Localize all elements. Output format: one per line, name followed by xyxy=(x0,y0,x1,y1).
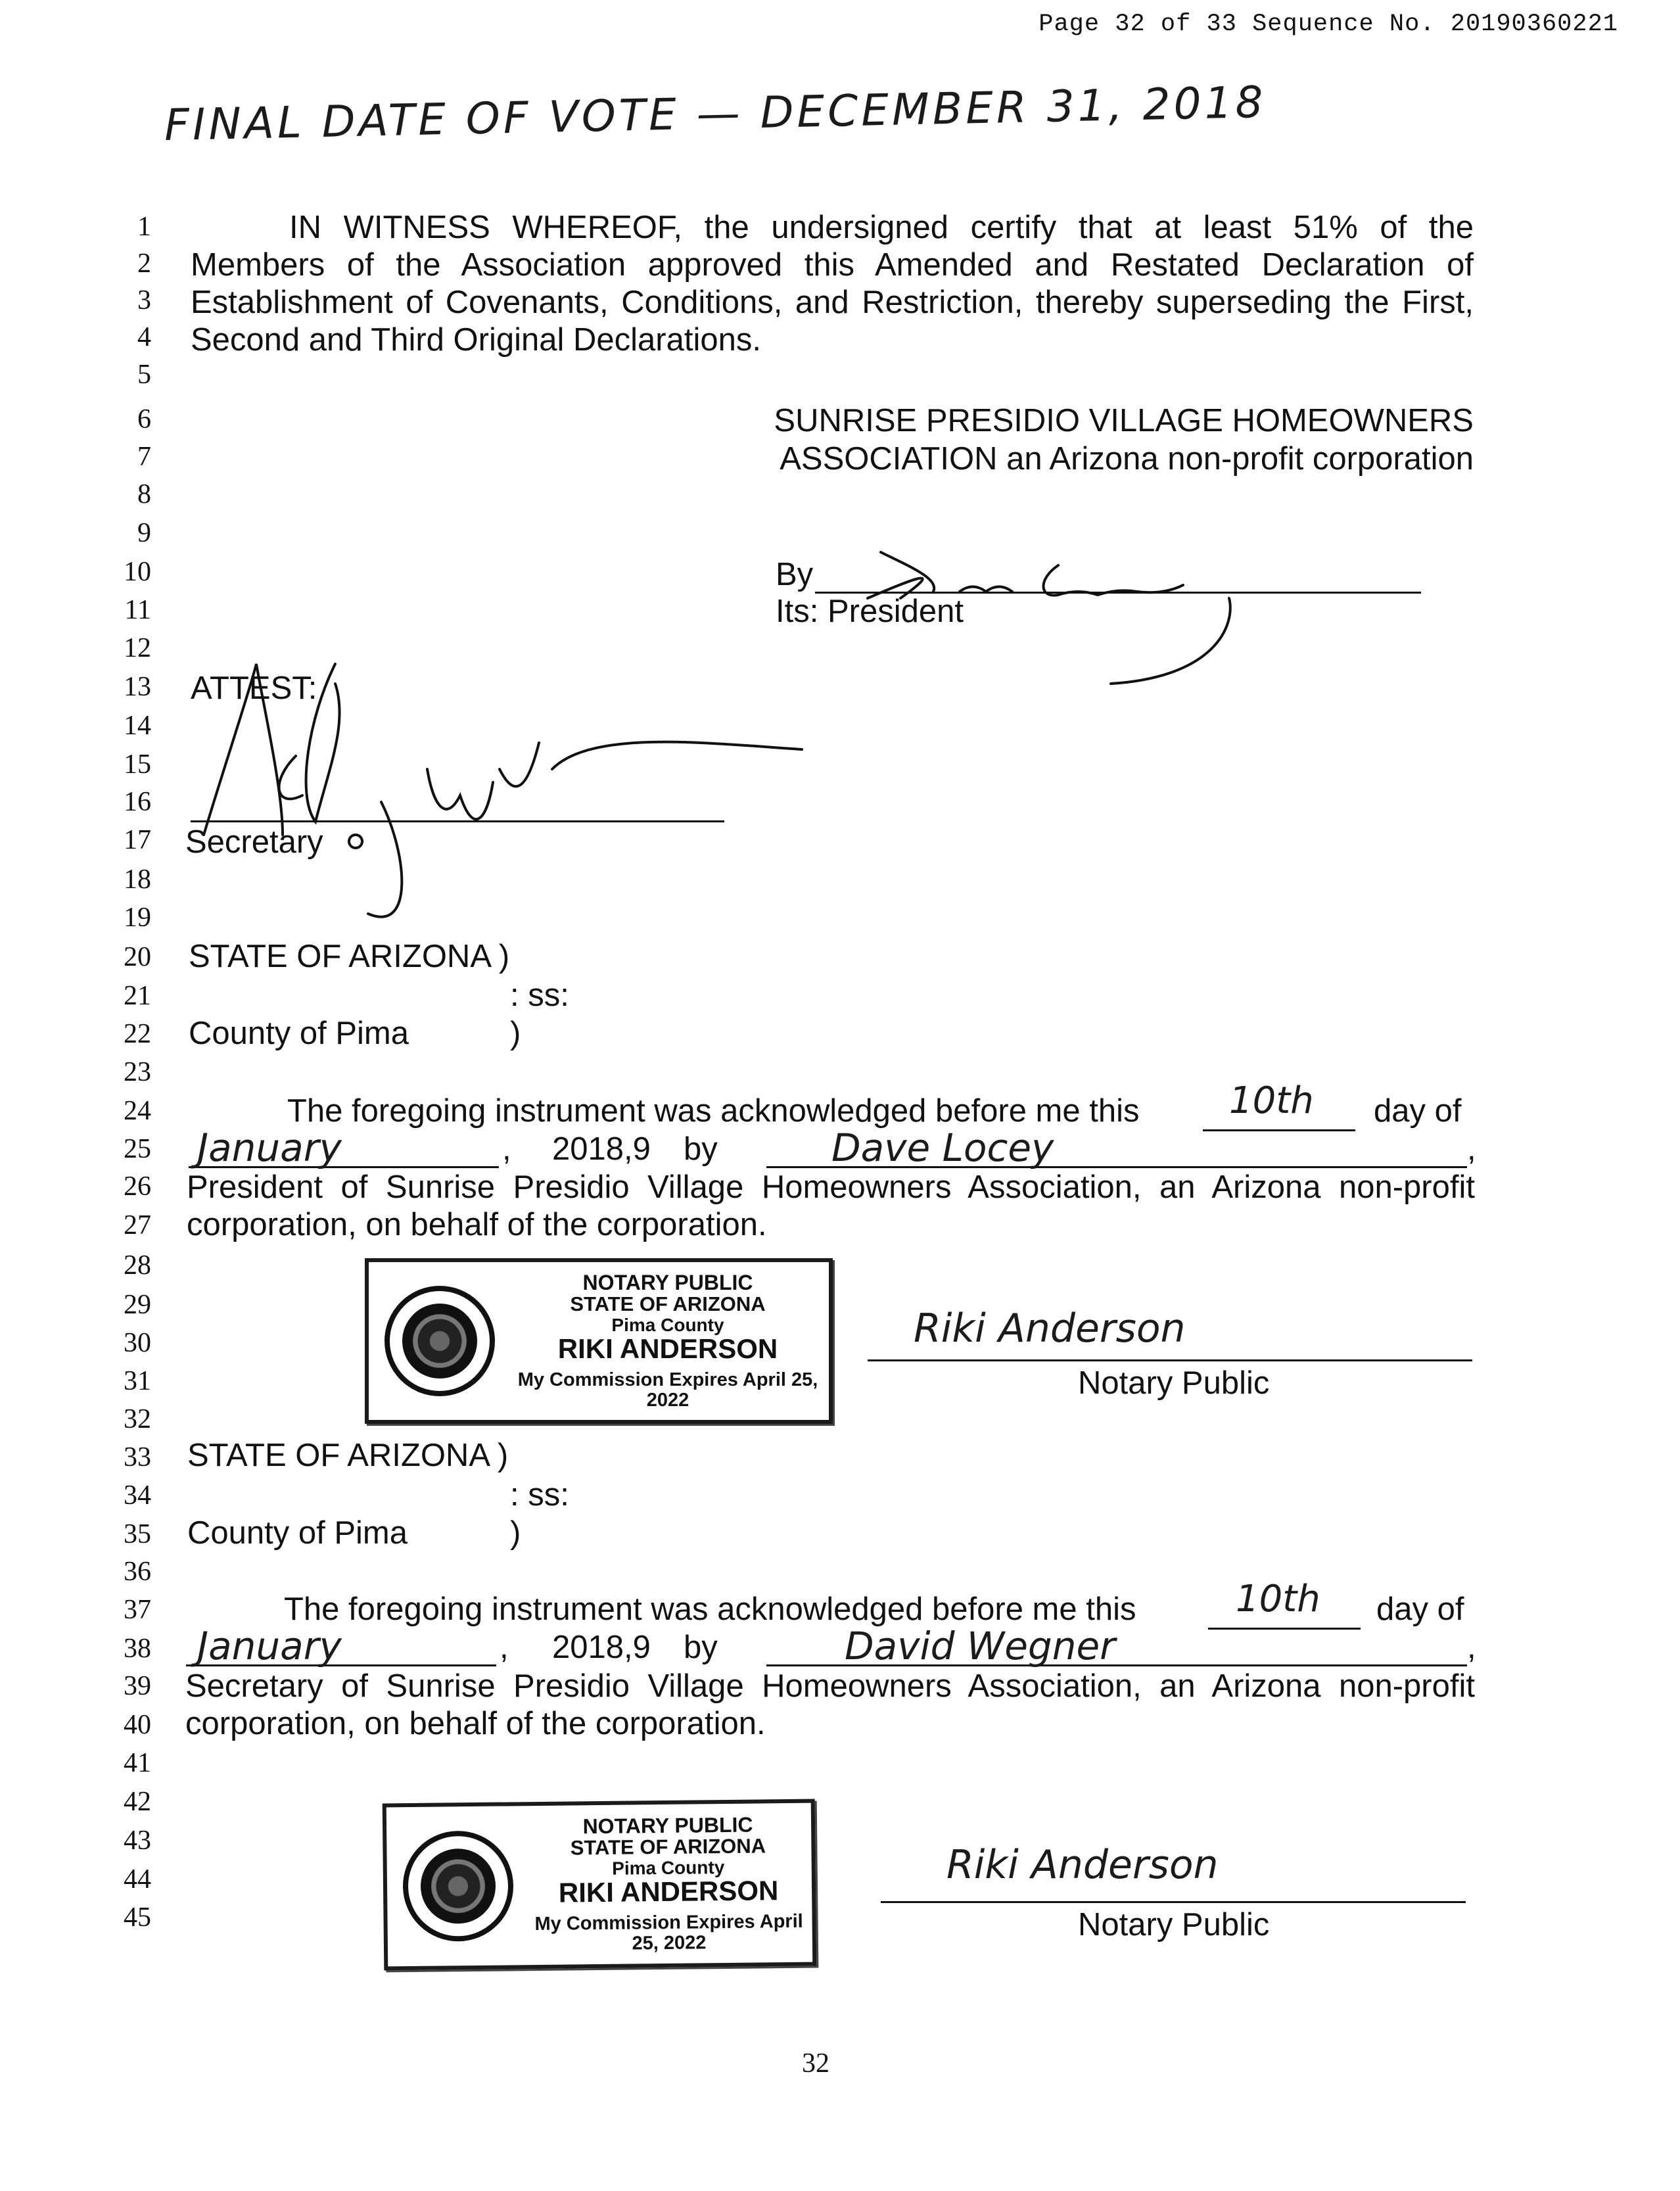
notary2-paren: ) xyxy=(510,1515,521,1551)
stamp-line-3: Pima County xyxy=(612,1856,725,1879)
line-number: 28 xyxy=(124,1250,151,1281)
notary2-day-of: day of xyxy=(1376,1591,1464,1627)
line-number: 34 xyxy=(124,1480,151,1511)
comma: , xyxy=(1467,1131,1476,1167)
notary1-day-handwritten: 10th xyxy=(1229,1079,1314,1122)
line-number: 9 xyxy=(137,518,151,548)
witness-line-4: Second and Third Original Declarations. xyxy=(191,322,761,358)
notary1-by: by xyxy=(684,1131,718,1167)
notary2-county: County of Pima xyxy=(187,1515,408,1551)
line-number: 14 xyxy=(124,711,151,741)
line-number: 18 xyxy=(124,864,151,895)
line-number: 10 xyxy=(124,557,151,587)
notary1-month-handwritten: January xyxy=(197,1125,342,1170)
stamp-line-5: My Commission Expires April 25, 2022 xyxy=(534,1911,803,1954)
notary1-name-handwritten: Dave Locey xyxy=(831,1125,1054,1170)
line-number: 16 xyxy=(124,787,151,817)
notary2-state: STATE OF ARIZONA ) xyxy=(187,1438,509,1473)
secretary-signature xyxy=(184,638,960,927)
notary2-ss: : ss: xyxy=(510,1477,569,1513)
notary1-paren: ) xyxy=(510,1016,521,1051)
association-name-line-2: ASSOCIATION an Arizona non-profit corporation xyxy=(780,441,1474,477)
comma: , xyxy=(502,1131,511,1167)
witness-line-2: Members of the Association approved this Amended and Restated Declaration of xyxy=(191,247,1474,283)
notary2-by: by xyxy=(684,1630,718,1665)
line-number: 43 xyxy=(124,1826,151,1856)
line-number: 19 xyxy=(124,903,151,933)
by-label: By xyxy=(776,557,814,592)
notary1-day-of: day of xyxy=(1374,1093,1462,1129)
notary-seal-icon xyxy=(385,1286,495,1396)
line-number: 40 xyxy=(124,1710,151,1740)
line-number: 25 xyxy=(124,1134,151,1164)
notary-stamp xyxy=(365,1258,833,1424)
stamp-line-2: STATE OF ARIZONA xyxy=(570,1834,766,1860)
line-number: 44 xyxy=(124,1864,151,1895)
line-number: 1 xyxy=(137,212,151,242)
notary2-label: Notary Public xyxy=(1078,1907,1270,1943)
witness-line-1: IN WITNESS WHEREOF, the undersigned certify that at least 51% of the xyxy=(289,210,1474,245)
notary2-ack-start: The foregoing instrument was acknowledged before me this xyxy=(284,1591,1136,1627)
stamp-line-4: RIKI ANDERSON xyxy=(557,1333,778,1365)
line-number: 6 xyxy=(137,404,151,435)
notary1-ack-start: The foregoing instrument was acknowledged before me this xyxy=(287,1093,1140,1129)
notary-seal-icon xyxy=(402,1830,514,1942)
notary-stamp-text xyxy=(525,1813,812,1954)
line-number: 31 xyxy=(124,1366,151,1396)
line-number: 8 xyxy=(137,479,151,509)
notary1-role-line: President of Sunrise Presidio Village Homeowners Association, an Arizona non-profit xyxy=(187,1169,1475,1205)
attest-label: ATTEST: xyxy=(191,671,317,706)
notary2-closing: corporation, on behalf of the corporation. xyxy=(185,1706,766,1741)
notary2-name-handwritten: David Wegner xyxy=(845,1624,1116,1668)
notary2-year: 2018,9 xyxy=(552,1630,651,1665)
notary1-signature: Riki Anderson xyxy=(914,1306,1186,1352)
stamp-line-1: NOTARY PUBLIC xyxy=(582,1270,753,1294)
notary-stamp-text xyxy=(507,1272,829,1411)
line-number: 27 xyxy=(124,1210,151,1240)
notary2-role-paragraph xyxy=(185,1668,1475,1743)
line-number: 36 xyxy=(124,1557,151,1587)
line-number: 17 xyxy=(124,825,151,855)
notary1-state: STATE OF ARIZONA ) xyxy=(189,939,510,974)
stamp-line-5: My Commission Expires April 25, 2022 xyxy=(517,1369,818,1411)
stamp-line-2: STATE OF ARIZONA xyxy=(570,1292,766,1316)
line-number: 41 xyxy=(124,1748,151,1778)
line-number: 37 xyxy=(124,1595,151,1625)
line-number: 20 xyxy=(124,942,151,972)
line-number: 5 xyxy=(137,360,151,390)
page-number: 32 xyxy=(802,2048,829,2079)
notary1-year: 2018,9 xyxy=(552,1131,651,1167)
line-number: 33 xyxy=(124,1442,151,1472)
line-number: 35 xyxy=(124,1519,151,1549)
witness-paragraph xyxy=(191,209,1474,359)
its-president-label: Its: President xyxy=(776,594,964,629)
line-number: 15 xyxy=(124,749,151,780)
line-number: 21 xyxy=(124,981,151,1011)
notary1-ss: : ss: xyxy=(510,978,569,1013)
notary1-closing: corporation, on behalf of the corporation. xyxy=(187,1207,767,1242)
witness-line-3: Establishment of Covenants, Conditions, and Restriction, thereby superseding the First, xyxy=(191,285,1474,320)
secretary-label: Secretary xyxy=(185,824,323,860)
line-number: 13 xyxy=(124,672,151,702)
handwritten-final-vote-note: FINAL DATE OF VOTE — DECEMBER 31, 2018 xyxy=(164,76,1267,151)
line-number: 23 xyxy=(124,1057,151,1087)
notary2-month-handwritten: January xyxy=(197,1624,342,1668)
notary2-day-handwritten: 10th xyxy=(1236,1578,1320,1620)
notary2-role-line: Secretary of Sunrise Presidio Village Homeowners Association, an Arizona non-profit xyxy=(185,1668,1475,1704)
notary1-county: County of Pima xyxy=(189,1016,409,1051)
notary2-day-line xyxy=(1208,1628,1361,1630)
line-number: 42 xyxy=(124,1787,151,1817)
line-number: 4 xyxy=(137,322,151,352)
notary1-label: Notary Public xyxy=(1078,1365,1270,1401)
comma: , xyxy=(1467,1630,1476,1665)
line-number: 12 xyxy=(124,633,151,663)
line-number: 39 xyxy=(124,1671,151,1701)
line-number: 11 xyxy=(124,595,151,625)
notary1-role-paragraph xyxy=(187,1169,1475,1244)
stamp-line-1: NOTARY PUBLIC xyxy=(582,1812,753,1839)
line-number: 29 xyxy=(124,1290,151,1320)
line-number: 22 xyxy=(124,1019,151,1049)
comma: , xyxy=(500,1630,509,1665)
line-number: 7 xyxy=(137,442,151,472)
line-number: 45 xyxy=(124,1902,151,1933)
notary1-signature-line xyxy=(868,1359,1472,1361)
line-number: 32 xyxy=(124,1404,151,1434)
line-number: 38 xyxy=(124,1634,151,1664)
stamp-line-4: RIKI ANDERSON xyxy=(558,1875,779,1908)
notary1-day-line xyxy=(1203,1129,1355,1131)
page-sequence-header: Page 32 of 33 Sequence No. 20190360221 xyxy=(1038,11,1618,38)
association-name-block xyxy=(762,402,1474,478)
line-number: 26 xyxy=(124,1171,151,1202)
stamp-line-3: Pima County xyxy=(611,1314,724,1335)
notary2-signature: Riki Anderson xyxy=(946,1842,1219,1888)
line-number: 30 xyxy=(124,1328,151,1358)
association-name-line-1: SUNRISE PRESIDIO VILLAGE HOMEOWNERS xyxy=(774,403,1474,438)
notary-stamp xyxy=(383,1799,817,1971)
notary2-signature-line xyxy=(881,1901,1466,1903)
line-number: 24 xyxy=(124,1096,151,1126)
line-number: 3 xyxy=(137,285,151,316)
line-number: 2 xyxy=(137,248,151,279)
